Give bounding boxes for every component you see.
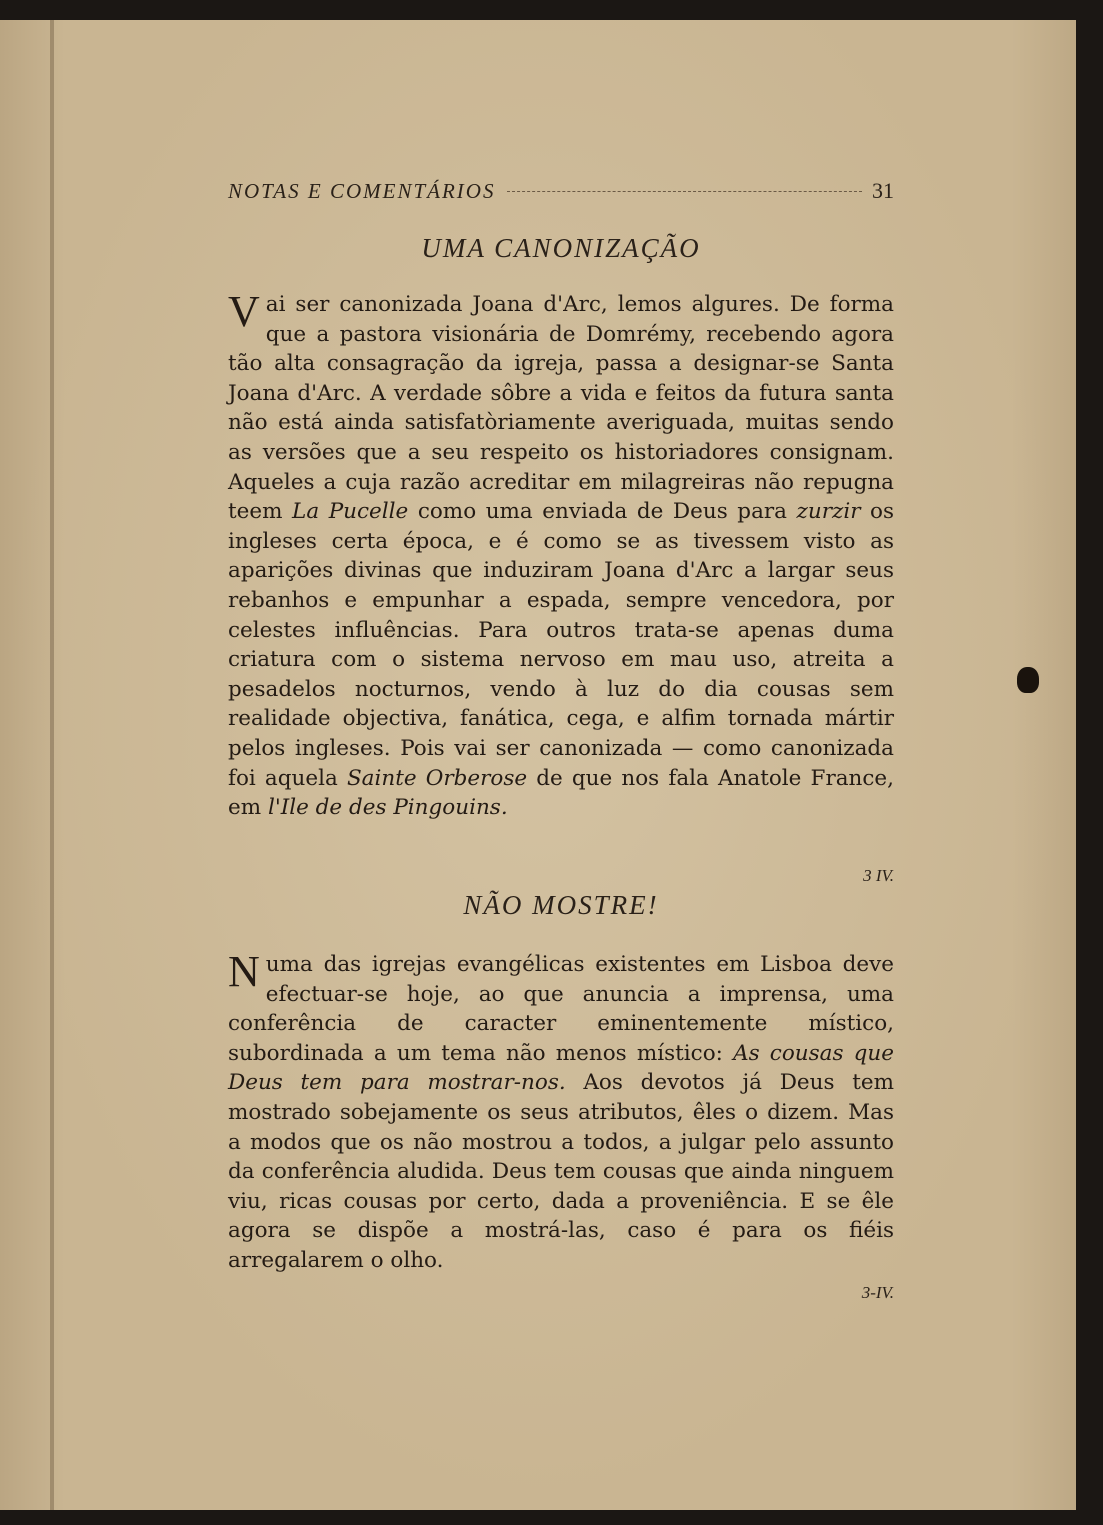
drop-cap: N xyxy=(228,947,260,996)
article-emphasis: As cousas que Deus tem para mostrar-nos. xyxy=(228,1040,894,1096)
article-emphasis: zurzir xyxy=(796,499,861,525)
ink-blot xyxy=(1017,667,1039,693)
article-text: ai ser canonizada Joana d'Arc, lemos algures. De forma que a pastora visionária de Domrémy, recebendo agora tão alta consagração da igreja, passa a designar-se Santa Joana d'Arc. A verdade sôbre a vida e feitos da futura santa não está ainda satisfatòriamente averiguada, muitas sendo as versões que a seu respeito os historiadores consignam. Aqueles a cuja razão acreditar em milagreiras não repugna teem xyxy=(228,292,894,525)
article-title: UMA CANONIZAÇÃO xyxy=(421,233,701,263)
page-binding-edge xyxy=(50,20,54,1510)
article-text: de que nos fala Anatole France, em xyxy=(228,765,894,821)
section-title: NOTAS E COMENTÁRIOS xyxy=(228,178,496,203)
article-body xyxy=(228,947,894,1276)
article-text: os ingleses certa época, e é como se as tivessem visto as aparições divinas que induziram Joana d'Arc a largar seus rebanhos e empunhar a espada, sempre vencedora, por celestes influências. Para outros trata-se apenas duma criatura com o sistema nervoso em mau uso, atreita a pesadelos nocturnos, vendo à luz do dia cousas sem realidade objectiva, fanática, cega, e alfim tornada mártir pelos ingleses. Pois vai ser canonizada — como canonizada foi aquela xyxy=(228,499,895,791)
page-number: 31 xyxy=(872,178,894,203)
article-text: como uma enviada de Deus para xyxy=(408,499,797,525)
article-signature: 3-IV. xyxy=(861,1283,894,1302)
article-text: Aos devotos já Deus tem mostrado sobejamente os seus atributos, êles o dizem. Mas a modos que os não mostrou a todos, a julgar pelo assunto da conferência aludida. Deus tem cousas que ainda ninguem viu, ricas cousas por certo, dada a proveniência. E se êle agora se dispõe a mostrá-las, caso é para os fiéis arregalarem o olho. xyxy=(228,1070,894,1273)
drop-cap: V xyxy=(228,287,260,336)
article-emphasis: l'Ile de des Pingouins. xyxy=(267,795,508,821)
article-emphasis: Sainte Orberose xyxy=(346,765,528,791)
article-text: uma das igrejas evangélicas existentes em Lisboa deve efectuar-se hoje, ao que anuncia a imprensa, uma conferência de caracter eminentemente místico, subordinada a um tema não menos místico: xyxy=(228,952,894,1066)
article-title: NÃO MOSTRE! xyxy=(463,890,659,920)
running-header xyxy=(228,176,894,206)
article-signature: 3 IV. xyxy=(863,866,894,885)
header-rule xyxy=(507,191,862,192)
article-body xyxy=(228,287,895,823)
article-emphasis: La Pucelle xyxy=(292,499,409,525)
